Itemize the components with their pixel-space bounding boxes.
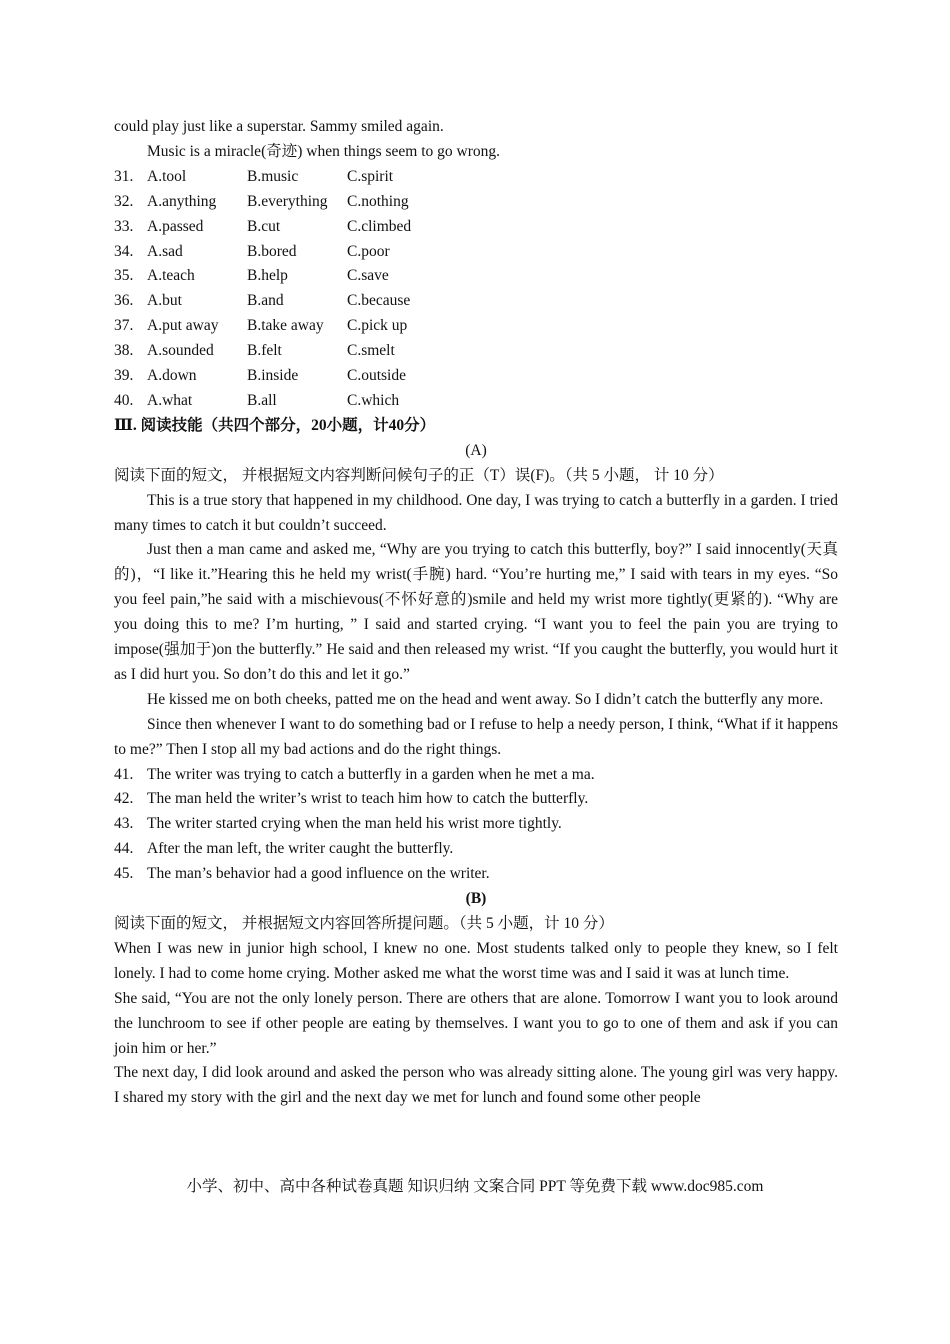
option-a: A.teach (147, 267, 195, 285)
cloze-option-row (114, 364, 838, 389)
option-a: A.tool (147, 167, 187, 185)
cloze-options-list (114, 165, 838, 414)
question-row (114, 862, 838, 887)
option-a: A.down (147, 367, 197, 385)
passage-paragraph: She said, “You are not the only lonely person. There are others that are alone. Tomorrow I want you to look around the lunchroom to see if other people are eating by themselves. I want you to go to one of them and ask if you can join him or her.” (114, 989, 838, 1057)
passage-paragraph: He kissed me on both cheeks, patted me on the head and went away. So I didn’t catch the butterfly any more. (147, 690, 824, 708)
option-b: B.inside (247, 367, 299, 385)
passage-end-line: Music is a miracle(奇迹) when things seem to go wrong. (147, 142, 500, 160)
passage-paragraph: When I was new in junior high school, I knew no one. Most students talked only to people they knew, so I felt lonely. I had to come home crying. Mother asked me what the worst time was and I said it was at lunch time. (114, 939, 838, 982)
question-row (114, 787, 838, 812)
question-number: 45. (114, 865, 134, 883)
part-a-label: (A) (465, 441, 487, 459)
cloze-option-row (114, 389, 838, 414)
cloze-option-row (114, 240, 838, 265)
page-content (114, 115, 838, 1111)
question-row (114, 837, 838, 862)
question-number: 42. (114, 790, 134, 808)
option-b: B.everything (247, 192, 328, 210)
passage-paragraph: The next day, I did look around and asked the person who was already sitting alone. The young girl was very happy. I shared my story with the girl and the next day we met for lunch and found some other people (114, 1064, 838, 1107)
question-number: 41. (114, 765, 134, 783)
question-text: The man’s behavior had a good influence on the writer. (147, 865, 490, 883)
question-text: After the man left, the writer caught the butterfly. (147, 840, 454, 858)
question-text: The writer started crying when the man held his wrist more tightly. (147, 815, 562, 833)
option-b: B.and (247, 292, 284, 310)
option-a: A.anything (147, 192, 217, 210)
passage-paragraph: This is a true story that happened in my childhood. One day, I was trying to catch a butterfly in a garden. I tried many times to catch it but couldn’t succeed. (114, 491, 838, 534)
question-text: The man held the writer’s wrist to teach him how to catch the butterfly. (147, 790, 589, 808)
option-b: B.all (247, 391, 277, 409)
passage-end-line: could play just like a superstar. Sammy smiled again. (114, 118, 444, 135)
question-number: 44. (114, 840, 134, 858)
option-b: B.take away (247, 317, 324, 335)
cloze-option-row (114, 289, 838, 314)
section-title: Ⅲ. 阅读技能（共四个部分，20小题，计40分） (114, 416, 436, 434)
question-row (114, 763, 838, 788)
question-number: 32. (114, 192, 134, 210)
option-a: A.but (147, 292, 182, 310)
cloze-option-row (114, 215, 838, 240)
option-c: C.save (347, 267, 389, 285)
option-a: A.put away (147, 317, 219, 335)
question-text: The writer was trying to catch a butterfly in a garden when he met a ma. (147, 765, 595, 783)
option-c: C.climbed (347, 217, 412, 235)
option-b: B.felt (247, 342, 282, 360)
question-number: 34. (114, 242, 134, 260)
part-a-instruction: 阅读下面的短文， 并根据短文内容判断问候句子的正（T）误(F)。（共 5 小题， 计 10 分） (114, 466, 724, 484)
option-c: C.smelt (347, 342, 395, 360)
question-number: 36. (114, 292, 134, 310)
option-c: C.nothing (347, 192, 409, 210)
cloze-option-row (114, 190, 838, 215)
option-c: C.because (347, 292, 411, 310)
page-footer: 小学、初中、高中各种试卷真题 知识归纳 文案合同 PPT 等免费下载 www.doc985.com (186, 1178, 764, 1195)
option-c: C.spirit (347, 167, 394, 185)
passage-paragraph: Since then whenever I want to do something bad or I refuse to help a needy person, I think, “What if it happens to me?” Then I stop all my bad actions and do the right things. (114, 715, 838, 758)
question-number: 38. (114, 342, 134, 360)
option-c: C.pick up (347, 317, 408, 335)
option-a: A.sad (147, 242, 183, 260)
part-b-label: (B) (465, 890, 487, 908)
question-number: 37. (114, 317, 134, 335)
option-b: B.bored (247, 242, 297, 260)
option-a: A.passed (147, 217, 204, 235)
question-number: 40. (114, 391, 134, 409)
question-number: 43. (114, 815, 134, 833)
option-b: B.music (247, 167, 299, 185)
option-a: A.sounded (147, 342, 214, 360)
question-number: 31. (114, 167, 134, 185)
option-a: A.what (147, 391, 193, 409)
cloze-option-row (114, 314, 838, 339)
option-c: C.poor (347, 242, 390, 260)
question-number: 33. (114, 217, 134, 235)
option-b: B.help (247, 267, 288, 285)
option-c: C.outside (347, 367, 406, 385)
question-number: 39. (114, 367, 134, 385)
passage-paragraph: Just then a man came and asked me, “Why are you trying to catch this butterfly, boy?” I said innocently(天真的)，“I like it.”Hearing this he held my wrist(手腕) hard. “You’re hurting me,” I said with tears in my eyes. “So you feel pain,”he said with a mischievous(不怀好意的)smile and held my wrist more tightly(更紧的). “Why are you doing this to me? I’m hurting, ” I said and started crying. “I want you to feel the pain you are trying to impose(强加于)on the butterfly.” He said and then released my wrist. “If you caught the butterfly, you would hurt it as I did hurt you. So don’t do this and let it go.” (114, 541, 838, 683)
option-c: C.which (347, 391, 400, 409)
cloze-option-row (114, 339, 838, 364)
part-b-instruction: 阅读下面的短文， 并根据短文内容回答所提问题。（共 5 小题，计 10 分） (114, 915, 614, 932)
question-row (114, 812, 838, 837)
cloze-option-row (114, 165, 838, 190)
option-b: B.cut (247, 217, 281, 235)
question-number: 35. (114, 267, 134, 285)
cloze-option-row (114, 264, 838, 289)
